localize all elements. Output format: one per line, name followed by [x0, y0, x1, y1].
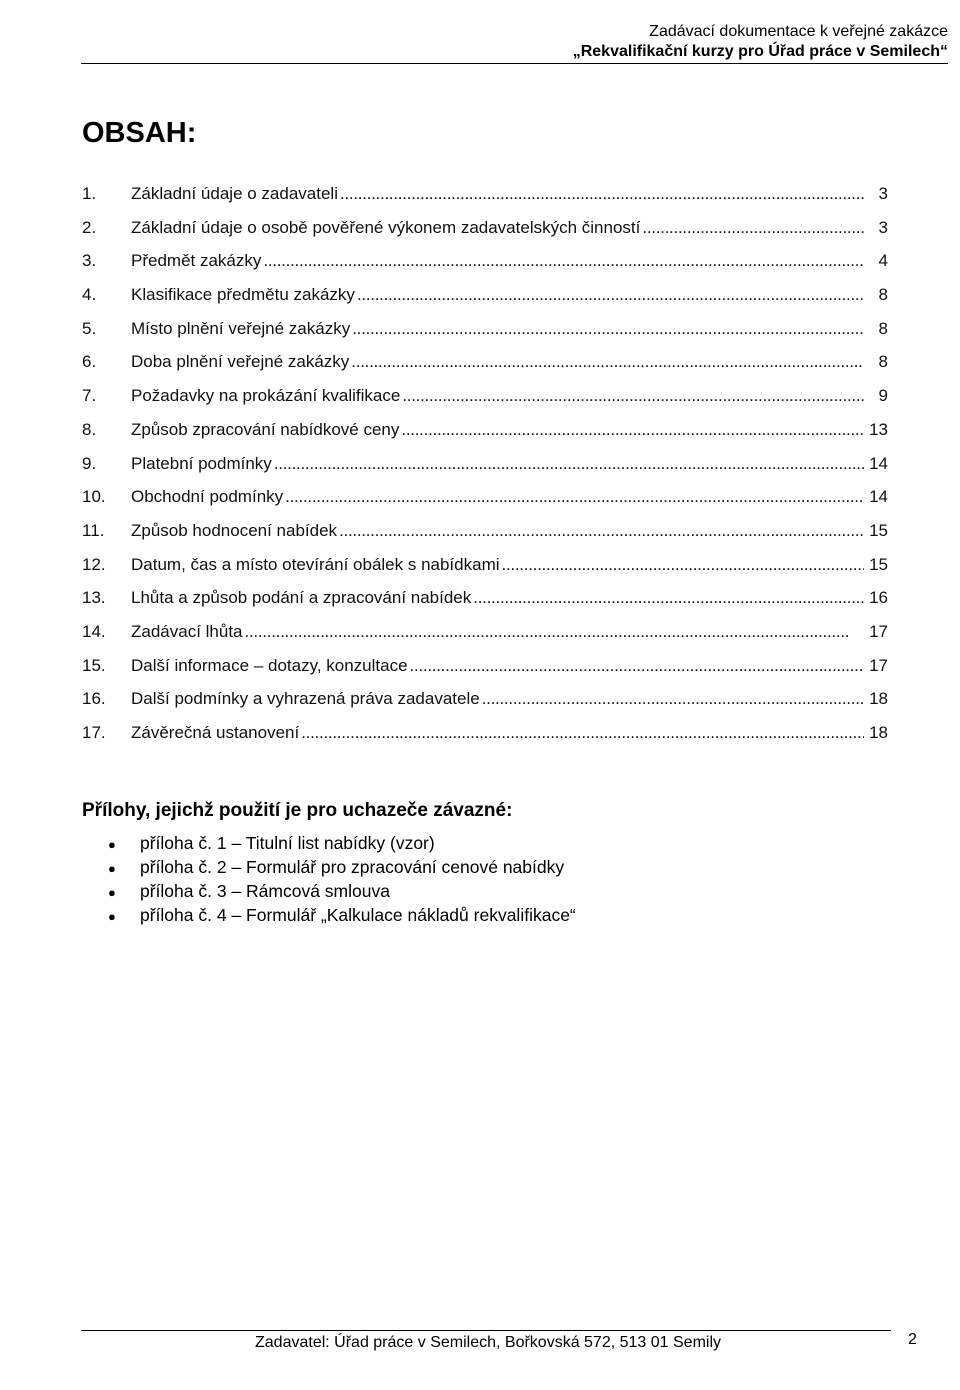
toc-entry-number: 4.	[82, 285, 97, 305]
toc-entry-number: 1.	[82, 184, 97, 203]
toc-entry-6[interactable]	[82, 345, 888, 379]
toc-entry-1[interactable]	[82, 177, 888, 211]
toc-entry-page: 8	[878, 352, 888, 372]
toc-entry-number: 9.	[82, 453, 97, 473]
toc-entry-number: 8.	[82, 419, 97, 439]
toc-entry-page: 14	[869, 487, 888, 507]
toc-dot-leader	[263, 244, 864, 278]
toc-entry-label: Datum, čas a místo otevírání obálek s nabídkami	[131, 554, 500, 574]
toc-entry-page: 8	[878, 318, 888, 338]
toc-entry-page: 8	[878, 285, 888, 305]
toc-entry-label: Další podmínky a vyhrazená práva zadavatele	[131, 689, 480, 709]
toc-entry-11[interactable]	[82, 514, 888, 548]
toc-entry-page: 16	[869, 588, 888, 608]
toc-entry-number: 14.	[82, 621, 106, 641]
toc-entry-page: 18	[869, 689, 888, 709]
toc-entry-label: Obchodní podmínky	[131, 487, 284, 507]
toc-entry-number: 16.	[82, 689, 106, 709]
toc-entry-page: 3	[878, 217, 888, 237]
toc-entry-2[interactable]	[82, 211, 888, 245]
toc-entry-label: Platební podmínky	[131, 453, 272, 473]
toc-entry-3[interactable]	[82, 244, 888, 278]
attachment-item-1	[108, 832, 576, 856]
toc-entry-number: 11.	[82, 520, 105, 540]
toc-entry-page: 13	[869, 419, 888, 439]
toc-entry-number: 12.	[82, 554, 106, 574]
bullet-icon: ●	[108, 908, 116, 924]
toc-dot-leader	[401, 413, 864, 447]
header-document-title: Zadávací dokumentace k veřejné zakázce	[649, 23, 948, 40]
toc-entry-page: 9	[878, 386, 888, 406]
toc-entry-label: Požadavky na prokázání kvalifikace	[131, 386, 401, 406]
toc-dot-leader	[473, 581, 864, 615]
toc-dot-leader	[352, 312, 864, 346]
footer-divider	[81, 1330, 891, 1331]
toc-dot-leader	[245, 615, 864, 649]
toc-entry-number: 15.	[82, 655, 106, 675]
bullet-icon: ●	[108, 884, 116, 900]
toc-entry-label: Lhůta a způsob podání a zpracování nabídek	[131, 588, 472, 608]
toc-dot-leader	[340, 177, 864, 211]
toc-entry-page: 15	[869, 520, 888, 540]
toc-entry-16[interactable]	[82, 682, 888, 716]
toc-entry-15[interactable]	[82, 649, 888, 683]
toc-entry-label: Základní údaje o zadavateli	[131, 184, 338, 203]
toc-entry-14[interactable]	[82, 615, 888, 649]
toc-entry-label: Základní údaje o osobě pověřené výkonem zadavatelských činností	[131, 217, 641, 237]
toc-dot-leader	[274, 447, 864, 481]
attachment-item-4	[108, 904, 576, 928]
toc-dot-leader	[402, 379, 864, 413]
toc-entry-17[interactable]	[82, 716, 888, 750]
attachment-item-3	[108, 880, 576, 904]
bullet-icon: ●	[108, 860, 116, 876]
toc-dot-leader	[301, 716, 864, 750]
toc-entry-label: Místo plnění veřejné zakázky	[131, 318, 351, 338]
footer-contracting-authority: Zadavatel: Úřad práce v Semilech, Bořkovská 572, 513 01 Semily	[255, 1334, 722, 1351]
attachments-heading: Přílohy, jejichž použití je pro uchazeče závazné:	[82, 800, 513, 821]
toc-entry-label: Závěrečná ustanovení	[131, 723, 300, 742]
toc-entry-number: 2.	[82, 217, 97, 237]
toc-entry-page: 4	[878, 251, 888, 271]
toc-entry-7[interactable]	[82, 379, 888, 413]
toc-dot-leader	[502, 548, 864, 582]
toc-entry-page: 3	[878, 184, 888, 203]
toc-dot-leader	[482, 682, 864, 716]
toc-entry-label: Doba plnění veřejné zakázky	[131, 352, 350, 372]
toc-entry-label: Předmět zakázky	[131, 251, 262, 271]
toc-dot-leader	[339, 514, 864, 548]
attachment-label: příloha č. 1 – Titulní list nabídky (vzor)	[140, 833, 435, 853]
header-divider	[81, 63, 948, 64]
attachment-label: příloha č. 4 – Formulář „Kalkulace nákladů rekvalifikace“	[140, 904, 576, 925]
toc-entry-8[interactable]	[82, 413, 888, 447]
toc-entry-12[interactable]	[82, 548, 888, 582]
contents-heading: OBSAH:	[82, 117, 197, 149]
toc-entry-label: Zadávací lhůta	[131, 621, 243, 641]
toc-entry-page: 18	[869, 723, 888, 742]
toc-dot-leader	[285, 480, 864, 514]
toc-entry-label: Klasifikace předmětu zakázky	[131, 285, 355, 305]
toc-entry-number: 6.	[82, 352, 97, 372]
toc-entry-number: 7.	[82, 386, 97, 406]
attachments-list	[108, 832, 576, 928]
attachment-label: příloha č. 2 – Formulář pro zpracování cenové nabídky	[140, 856, 565, 877]
toc-entry-label: Další informace – dotazy, konzultace	[131, 655, 408, 675]
toc-entry-page: 14	[869, 453, 888, 473]
toc-dot-leader	[357, 278, 864, 312]
attachment-label: příloha č. 3 – Rámcová smlouva	[140, 880, 390, 901]
attachment-item-2	[108, 856, 576, 880]
table-of-contents	[82, 177, 888, 750]
page-number: 2	[908, 1331, 917, 1348]
toc-dot-leader	[642, 211, 864, 245]
toc-entry-label: Způsob hodnocení nabídek	[131, 520, 338, 540]
toc-entry-9[interactable]	[82, 447, 888, 481]
toc-entry-13[interactable]	[82, 581, 888, 615]
page-header	[248, 22, 948, 62]
toc-entry-5[interactable]	[82, 312, 888, 346]
toc-entry-number: 3.	[82, 251, 97, 271]
toc-entry-label: Způsob zpracování nabídkové ceny	[131, 419, 400, 439]
toc-entry-4[interactable]	[82, 278, 888, 312]
toc-entry-page: 15	[869, 554, 888, 574]
toc-entry-number: 13.	[82, 588, 106, 608]
toc-entry-number: 5.	[82, 318, 97, 338]
header-contract-name: „Rekvalifikační kurzy pro Úřad práce v Semilech“	[572, 43, 948, 60]
toc-entry-number: 17.	[82, 723, 106, 742]
toc-entry-page: 17	[869, 655, 888, 675]
toc-entry-number: 10.	[82, 487, 106, 507]
bullet-icon: ●	[108, 837, 116, 852]
toc-entry-10[interactable]	[82, 480, 888, 514]
toc-entry-page: 17	[869, 621, 888, 641]
toc-dot-leader	[410, 649, 864, 683]
toc-dot-leader	[351, 345, 864, 379]
